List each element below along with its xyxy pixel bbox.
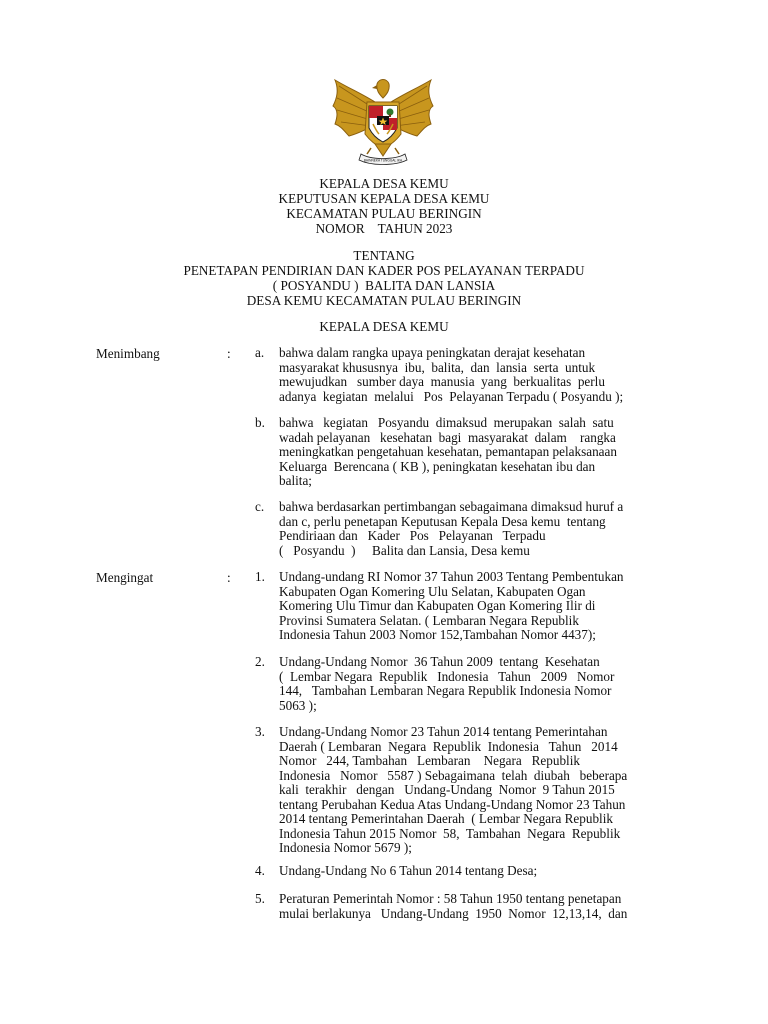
menimbang-item-a (255, 346, 675, 404)
mengingat-item-1 (255, 570, 675, 643)
item-line: wadah pelayanan kesehatan bagi masyarakat dalam rangka (279, 429, 616, 445)
item-marker: 2. (255, 654, 265, 669)
subject-line-2: ( POSYANDU ) BALITA DAN LANSIA (272, 278, 496, 293)
subject-tentang: TENTANG (353, 248, 415, 263)
item-line: Pendiriaan dan Kader Pos Pelayanan Terpadu (279, 528, 546, 543)
item-line: Peraturan Pemerintah Nomor : 58 Tahun 1950 tentang penetapan (279, 891, 622, 906)
item-line: Provinsi Sumatera Selatan. ( Lembaran Negara Republik (279, 612, 579, 628)
emblem-motto: BHINNEKA TUNGGAL IKA (363, 158, 403, 163)
item-line: ( Lembar Negara Republik Indonesia Tahun 2009 Nomor (279, 668, 615, 684)
item-marker: 3. (255, 724, 265, 739)
item-line: balita; (279, 473, 312, 488)
mengingat-item-5 (255, 892, 675, 921)
decree-subject (0, 248, 768, 308)
item-marker: c. (255, 499, 265, 514)
item-line: mulai berlakunya Undang-Undang 1950 Nomor 12,13,14, dan (279, 905, 628, 921)
item-line: Undang-undang RI Nomor 37 Tahun 2003 Tentang Pembentukan (279, 569, 624, 584)
header-issuer: KEPALA DESA KEMU (319, 176, 449, 191)
menimbang-label: Menimbang (96, 346, 160, 361)
garuda-pancasila-emblem (327, 76, 439, 166)
mengingat-colon: : (227, 570, 231, 585)
item-line: Komering Ulu Timur dan Kabupaten Ogan Komering Ilir di (279, 598, 596, 613)
item-line: mewujudkan sumber daya manusia yang berkualitas perlu (279, 374, 605, 389)
header-number-year: NOMOR TAHUN 2023 (315, 221, 453, 236)
item-line: kali terakhir dengan Undang-Undang Nomor 9 Tahun 2015 (279, 782, 615, 797)
item-line: 5063 ); (279, 697, 317, 713)
menimbang-item-c (255, 500, 675, 558)
decree-header (0, 176, 768, 236)
item-line: 144, Tambahan Lembaran Negara Republik Indonesia Nomor (279, 683, 612, 698)
item-marker: 5. (255, 891, 265, 906)
authority-title: KEPALA DESA KEMU (319, 319, 449, 334)
item-line: Kabupaten Ogan Komering Ulu Selatan, Kabupaten Ogan (279, 583, 586, 599)
header-decree-title: KEPUTUSAN KEPALA DESA KEMU (278, 191, 490, 206)
item-marker: b. (255, 415, 265, 430)
item-marker: a. (255, 345, 265, 360)
item-line: bahwa berdasarkan pertimbangan sebagaimana dimaksud huruf a (279, 499, 624, 514)
mengingat-item-3 (255, 725, 675, 856)
item-line: Indonesia Nomor 5587 ) Sebagaimana telah diubah beberapa (279, 767, 628, 783)
item-line: Indonesia Tahun 2003 Nomor 152,Tambahan Nomor 4437); (279, 627, 596, 642)
item-line: dan c, perlu penetapan Keputusan Kepala Desa kemu tentang (279, 513, 606, 529)
menimbang-colon: : (227, 346, 231, 361)
item-line: Daerah ( Lembaran Negara Republik Indonesia Tahun 2014 (279, 738, 618, 754)
item-marker: 4. (255, 863, 265, 878)
mengingat-item-4 (255, 864, 675, 879)
item-line: Undang-Undang Nomor 23 Tahun 2014 tentang Pemerintahan (279, 724, 608, 739)
item-line: bahwa kegiatan Posyandu dimaksud merupakan salah satu (279, 415, 614, 430)
item-line: adanya kegiatan melalui Pos Pelayanan Terpadu ( Posyandu ); (279, 388, 624, 404)
item-line: ( Posyandu ) Balita dan Lansia, Desa kemu (279, 542, 530, 558)
item-line: Indonesia Nomor 5679 ); (279, 840, 412, 855)
item-line: Undang-Undang Nomor 36 Tahun 2009 tentang Kesehatan (279, 654, 600, 669)
mengingat-item-2 (255, 655, 675, 713)
mengingat-label: Mengingat (96, 570, 154, 585)
item-line: Nomor 244, Tambahan Lembaran Negara Republik (279, 753, 580, 768)
item-line: masyarakat khususnya ibu, balita, dan lansia serta untuk (279, 359, 596, 375)
menimbang-item-b (255, 416, 675, 489)
item-line: meningkatkan pengetahuan kesehatan, pemantapan pelaksanaan (279, 444, 617, 459)
item-line: Keluarga Berencana ( KB ), peningkatan kesehatan ibu dan (279, 458, 596, 474)
item-line: Indonesia Tahun 2015 Nomor 58, Tambahan Negara Republik (279, 825, 621, 841)
item-line: tentang Perubahan Kedua Atas Undang-Undang Nomor 23 Tahun (279, 796, 626, 812)
header-district: KECAMATAN PULAU BERINGIN (286, 206, 482, 221)
authority-heading (0, 319, 768, 334)
item-line: bahwa dalam rangka upaya peningkatan derajat kesehatan (279, 345, 586, 360)
item-line: 2014 tentang Pemerintahan Daerah ( Lembar Negara Republik (279, 811, 613, 826)
subject-line-1: PENETAPAN PENDIRIAN DAN KADER POS PELAYANAN TERPADU (183, 263, 585, 278)
item-marker: 1. (255, 569, 265, 584)
subject-line-3: DESA KEMU KECAMATAN PULAU BERINGIN (246, 293, 522, 308)
item-line: Undang-Undang No 6 Tahun 2014 tentang Desa; (279, 863, 538, 878)
